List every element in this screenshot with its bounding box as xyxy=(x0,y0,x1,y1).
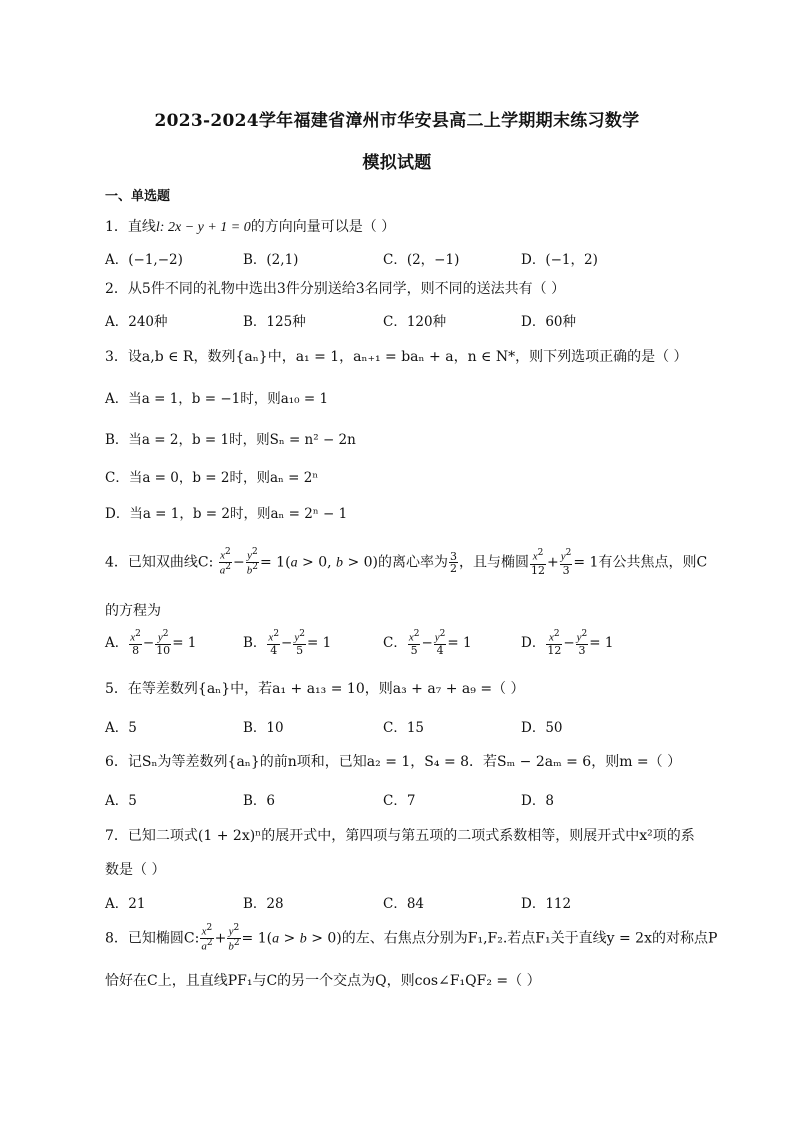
fraction-x2-a2: $\frac{x^2}{a^2}$ xyxy=(219,547,232,577)
q6-option-d[interactable]: D．8 xyxy=(521,793,554,809)
question-1-prefix: 1．直线 xyxy=(105,219,156,235)
fraction-x2-a2-q8: $\frac{x^2}{a^2}$ xyxy=(201,923,213,953)
q4-option-b-label: B． xyxy=(243,634,267,651)
question-6: 6．记Sₙ为等差数列{aₙ}的前n项和，已知a₂ = 1，S₄ = 8．若Sₘ − 2aₘ = 6，则m =（ ） xyxy=(105,754,682,770)
q3-option-d[interactable]: D．当a = 1，b = 2时，则aₙ = 2ⁿ − 1 xyxy=(105,506,348,522)
q4-option-d[interactable]: D． $\frac{x^2}{12}$ − $\frac{y^2}{3}$ = 1 xyxy=(521,629,614,658)
q2-option-c[interactable]: C．120种 xyxy=(383,314,447,330)
fraction-y2-b2-q8: $\frac{y^2}{b^2}$ xyxy=(228,923,240,953)
q1-option-b[interactable]: B．(2,1) xyxy=(243,252,299,268)
q3-option-c[interactable]: C．当a = 0，b = 2时，则aₙ = 2ⁿ xyxy=(105,470,319,486)
q1-option-d[interactable]: D．(−1，2) xyxy=(521,252,598,268)
q4-option-a-label: A． xyxy=(105,634,129,651)
fraction-3-2: $\frac{3}{2}$ xyxy=(450,549,458,576)
question-7: 7．已知二项式(1 + 2x)ⁿ的展开式中，第四项与第五项的二项式系数相等，则展开式中x²项的系 xyxy=(105,828,695,844)
q7-option-b[interactable]: B．28 xyxy=(243,896,284,912)
question-1-math: l: 2x − y + 1 = 0 xyxy=(155,220,251,235)
question-4-part-b: 的离心率为 xyxy=(378,554,449,571)
q2-option-d[interactable]: D．60种 xyxy=(521,314,577,330)
q6-option-b[interactable]: B．6 xyxy=(243,793,276,809)
question-4-part-d: 有公共焦点，则C xyxy=(598,554,708,571)
q7-option-d[interactable]: D．112 xyxy=(521,896,572,912)
q1-option-c[interactable]: C．(2，−1) xyxy=(383,252,460,268)
fraction-y2-3: $\frac{y^2}{3}$ xyxy=(560,548,572,577)
q3-option-a[interactable]: A．当a = 1，b = −1时，则a₁₀ = 1 xyxy=(105,391,329,407)
q5-option-c[interactable]: C．15 xyxy=(383,720,425,736)
q4-option-b[interactable]: B． $\frac{x^2}{4}$ − $\frac{y^2}{5}$ = 1 xyxy=(243,629,332,658)
question-8-part-a: 8．已知椭圆C: xyxy=(105,930,200,947)
fraction-x2-12: $\frac{x^2}{12}$ xyxy=(531,548,546,577)
q4-option-a[interactable]: A． $\frac{x^2}{8}$ − $\frac{y^2}{10}$ = 1 xyxy=(105,629,197,658)
question-1-suffix: 的方向向量可以是（ ） xyxy=(250,219,396,235)
q5-option-a[interactable]: A．5 xyxy=(105,720,137,736)
q4-option-c-label: C． xyxy=(383,634,407,651)
question-5: 5．在等差数列{aₙ}中，若a₁ + a₁₃ = 10，则a₃ + a₇ + a₉ =（ ） xyxy=(105,681,525,697)
q2-option-a[interactable]: A．240种 xyxy=(105,314,168,330)
q4-option-d-label: D． xyxy=(521,634,546,651)
q7-option-c[interactable]: C．84 xyxy=(383,896,425,912)
question-8-line2: 恰好在C上，且直线PF₁与C的另一个交点为Q，则cos∠F₁QF₂ =（ ） xyxy=(105,973,541,989)
q5-option-d[interactable]: D．50 xyxy=(521,720,563,736)
q4-option-c[interactable]: C． $\frac{x^2}{5}$ − $\frac{y^2}{4}$ = 1 xyxy=(383,629,472,658)
question-7-line2: 数是（ ） xyxy=(105,862,166,878)
q6-option-a[interactable]: A．5 xyxy=(105,793,137,809)
fraction-y2-b2: $\frac{y^2}{b^2}$ xyxy=(246,547,258,577)
q7-option-a[interactable]: A．21 xyxy=(105,896,146,912)
question-4-part-c: ，且与椭圆 xyxy=(459,554,530,571)
section-heading: 一、单选题 xyxy=(105,189,171,204)
page-subtitle: 模拟试题 xyxy=(362,153,432,173)
question-2: 2．从5件不同的礼物中选出3件分别送给3名同学，则不同的送法共有（ ） xyxy=(105,281,566,297)
question-3: 3．设a,b ∈ R，数列{aₙ}中，a₁ = 1，aₙ₊₁ = baₙ + a，n ∈ N*，则下列选项正确的是（ ） xyxy=(105,349,688,365)
question-4: 4．已知双曲线C: $\frac{x^2}{a^2}$ − $\frac{y^2}{b^2}$ = 1(a > 0, b > 0)的离心率为 $\frac{3}{2}$ ，且与椭圆 $\frac{x^2}{12}$ + $\frac{y^2}{3}$ = 1有公共焦点，则C xyxy=(105,547,708,577)
q5-option-b[interactable]: B．10 xyxy=(243,720,284,736)
question-1 xyxy=(105,216,395,236)
q6-option-c[interactable]: C．7 xyxy=(383,793,416,809)
q1-option-a[interactable]: A．(−1,−2) xyxy=(105,252,183,268)
q3-option-b[interactable]: B．当a = 2，b = 1时，则Sₙ = n² − 2n xyxy=(105,432,356,448)
question-4-part-a: 4．已知双曲线C: xyxy=(105,554,214,571)
question-8: 8．已知椭圆C: $\frac{x^2}{a^2}$ + $\frac{y^2}{b^2}$ = 1(a > b > 0)的左、右焦点分别为F₁,F₂.若点F₁关于直线y = 2x的对称点P xyxy=(105,923,718,953)
q2-option-b[interactable]: B．125种 xyxy=(243,314,306,330)
page-title: 2023-2024学年福建省漳州市华安县高二上学期期末练习数学 xyxy=(154,111,640,131)
question-4-line2: 的方程为 xyxy=(105,603,161,619)
question-8-part-b: 的左、右焦点分别为F₁,F₂.若点F₁关于直线y = 2x的对称点P xyxy=(341,930,718,947)
